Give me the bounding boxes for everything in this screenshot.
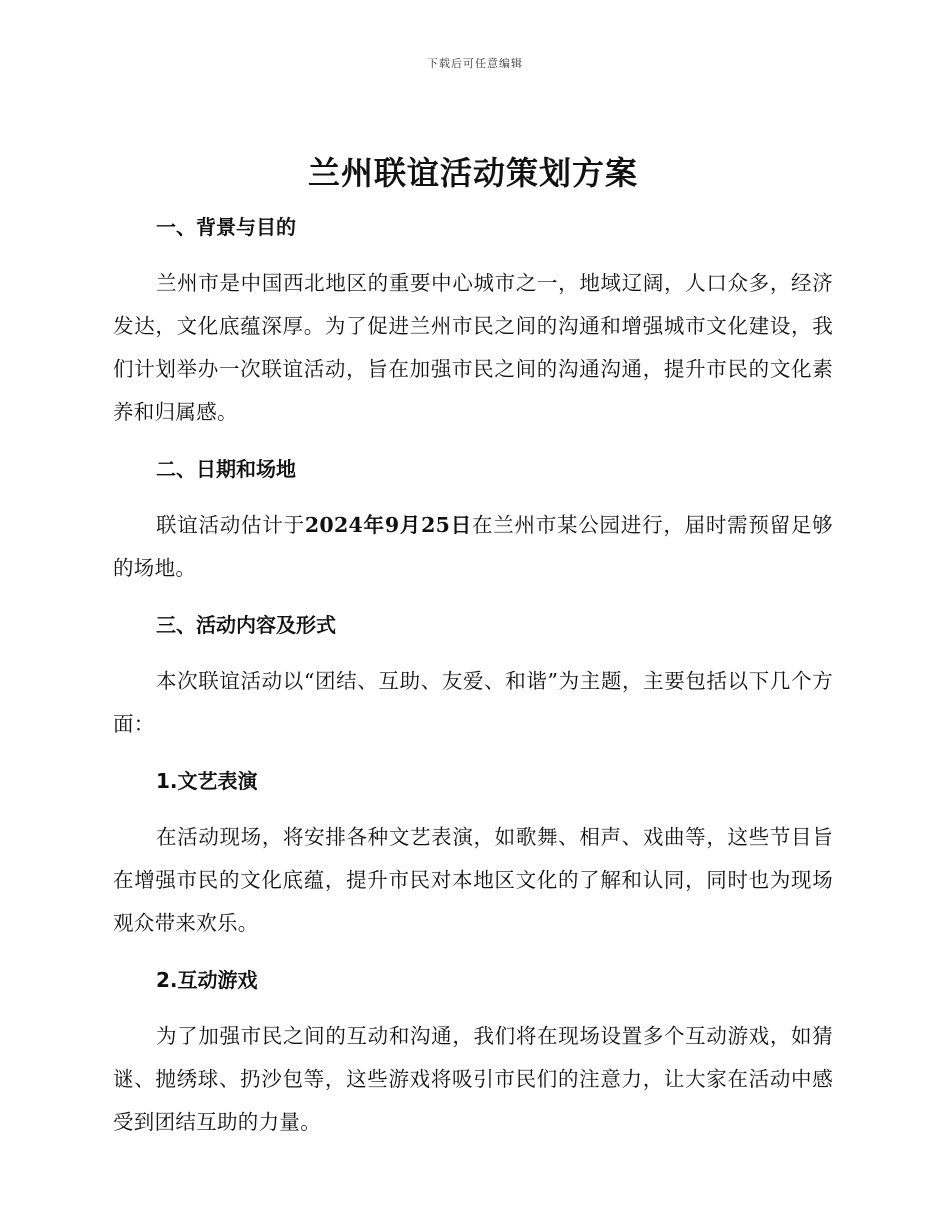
subsection-paragraph-performance: 在活动现场，将安排各种文艺表演，如歌舞、相声、戏曲等，这些节目旨在增强市民的文化底蕴，提升市民对本地区文化的了解和认同，同时也为现场观众带来欢乐。 — [113, 825, 833, 935]
section-heading-background: 一、背景与目的 — [156, 215, 296, 239]
date-venue-text-after: 在兰州市某公园进行，届时需预留足够的场地。 — [113, 513, 833, 580]
page-header-note: 下载后可任意编辑 — [427, 57, 523, 70]
section-heading-content-format: 三、活动内容及形式 — [156, 613, 336, 637]
subsection-heading-games: 2.互动游戏 — [156, 968, 258, 992]
section-heading-date-venue: 二、日期和场地 — [156, 457, 296, 481]
subsection-heading-performance: 1.文艺表演 — [156, 769, 258, 793]
event-date: 2024年9月25日 — [304, 513, 472, 537]
section-paragraph-background: 兰州市是中国西北地区的重要中心城市之一，地域辽阔，人口众多，经济发达，文化底蕴深厚。为了促进兰州市民之间的沟通和增强城市文化建设，我们计划举办一次联谊活动，旨在加强市民之间的沟通沟通，提升市民的文化素养和归属感。 — [113, 271, 833, 424]
date-venue-text-before: 联谊活动估计于 — [156, 513, 305, 537]
document-body — [113, 148, 833, 1164]
document-title: 兰州联谊活动策划方案 — [307, 154, 638, 192]
section-paragraph-date-venue — [113, 504, 833, 590]
subsection-paragraph-games: 为了加强市民之间的互动和沟通，我们将在现场设置多个互动游戏，如猜谜、抛绣球、扔沙包等，这些游戏将吸引市民们的注意力，让大家在活动中感受到团结互助的力量。 — [113, 1024, 833, 1134]
section-paragraph-content-format: 本次联谊活动以“团结、互助、友爱、和谐”为主题，主要包括以下几个方面： — [113, 669, 833, 736]
